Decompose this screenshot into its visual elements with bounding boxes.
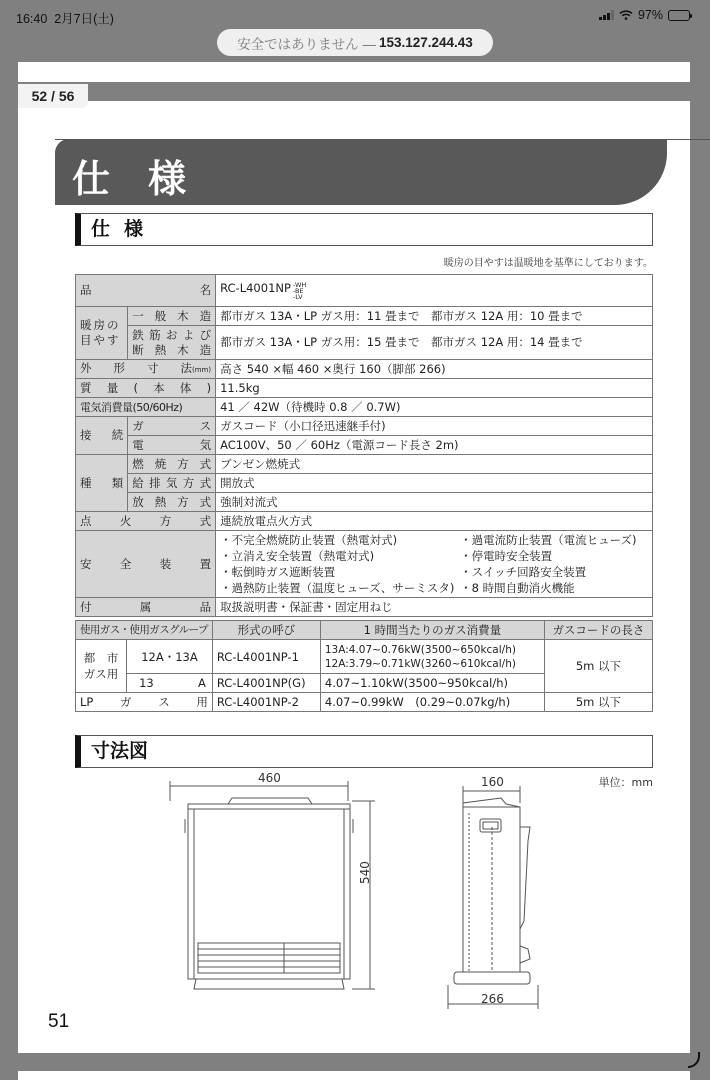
power-label: 電気消費量(50/60Hz) — [76, 398, 216, 417]
side-depth-label: 160 — [481, 775, 504, 789]
accessories-label: 付属品 — [76, 598, 216, 617]
safety-item: ・転倒時ガス遮断装置 — [220, 565, 336, 579]
safety-label: 安全装置 — [76, 531, 216, 598]
section-heading-dimensions: 寸法図 — [75, 735, 653, 768]
page-number: 51 — [48, 1011, 70, 1032]
signal-icon — [599, 10, 614, 20]
safety-item: ・立消え安全装置（熱電対式) — [220, 549, 375, 563]
type-row-label: 放熱方式 — [128, 493, 216, 512]
header-gas-group: 使用ガス・使用ガスグループ — [76, 621, 213, 640]
power-value: 41 ／ 42W（待機時 0.8 ／ 0.7W) — [216, 398, 653, 417]
heating-row-label: 一般木造 — [128, 307, 216, 326]
chapter-title: 仕様 — [72, 157, 225, 201]
section-heading-spec: 仕様 — [75, 213, 653, 246]
consumption-value: 4.07~0.99kW (0.29~0.07kg/h) — [320, 693, 544, 712]
safety-item: ・8 時間自動消火機能 — [460, 581, 575, 595]
product-name-label: 品名 — [76, 275, 216, 307]
heating-row-value: 都市ガス 13A・LP ガス用：15 畳まで 都市ガス 12A 用：14 畳まで — [216, 326, 653, 360]
ignition-label: 点火方式 — [76, 512, 216, 531]
weight-value: 11.5kg — [216, 379, 653, 398]
dimensions-label: 外形寸法(mm) — [76, 360, 216, 379]
safety-item: ・不完全燃焼防止装置（熱電対式) — [220, 533, 398, 547]
dimensions-value: 高さ 540 ×幅 460 ×奥行 160（脚部 266) — [216, 360, 653, 379]
type-row-label: 給排気方式 — [128, 474, 216, 493]
height-label: 540 — [358, 861, 372, 884]
base-depth-label: 266 — [481, 992, 504, 1006]
type-row-value: 開放式 — [216, 474, 653, 493]
safety-item: ・過電流防止装置（電流ヒューズ) — [460, 533, 637, 547]
front-width-label: 460 — [258, 771, 281, 785]
city-gas-label: 都 市 ガス用 — [76, 640, 127, 693]
type-row-label: 燃焼方式 — [128, 455, 216, 474]
accessories-value: 取扱説明書・保証書・固定用ねじ — [216, 598, 653, 617]
model-name: RC-L4001NP(G) — [212, 674, 320, 693]
type-label: 種類 — [76, 455, 128, 512]
safety-item: ・停電時安全装置 — [460, 549, 553, 563]
page-indicator: 52 / 56 — [18, 84, 88, 108]
heating-row-value: 都市ガス 13A・LP ガス用：11 畳まで 都市ガス 12A 用：10 畳まで — [216, 307, 653, 326]
cord-length: 5m 以下 — [544, 693, 652, 712]
model-name: RC-L4001NP-2 — [212, 693, 320, 712]
status-right — [599, 8, 690, 22]
consumption-value: 13A:4.07~0.76kW(3500~650kcal/h) 12A:3.79~0.71kW(3260~610kcal/h) — [320, 640, 544, 674]
weight-label: 質量(本体) — [76, 379, 216, 398]
heating-row-label: 鉄筋および 断熱木造 — [128, 326, 216, 360]
heating-note: 暖房の目やすは温暖地を基準にしております。 — [443, 258, 653, 269]
connection-row-label: ガス — [128, 417, 216, 436]
type-row-value: ブンゼン燃焼式 — [216, 455, 653, 474]
header-model: 形式の呼び — [212, 621, 320, 640]
next-page — [18, 1071, 690, 1080]
heating-label: 暖房の目やす — [76, 307, 128, 360]
url-bar[interactable] — [217, 29, 493, 56]
header-consumption: 1 時間当たりのガス消費量 — [320, 621, 544, 640]
security-warning: 安全ではありません — — [237, 36, 376, 52]
connection-row-label: 電気 — [128, 436, 216, 455]
cord-length: 5m 以下 — [544, 640, 652, 693]
battery-percent: 97% — [637, 8, 663, 22]
url-host: 153.127.244.43 — [378, 35, 473, 50]
safety-item: ・スイッチ回路安全装置 — [460, 565, 587, 579]
connection-label: 接続 — [76, 417, 128, 455]
connection-row-value: ガスコード（小口径迅速継手付) — [216, 417, 653, 436]
type-row-value: 強制対流式 — [216, 493, 653, 512]
gas-group: 13 A — [127, 674, 213, 693]
ignition-value: 連続放電点火方式 — [216, 512, 653, 531]
consumption-value: 4.07~1.10kW(3500~950kcal/h) — [320, 674, 544, 693]
previous-page — [18, 62, 690, 82]
header-cord-length: ガスコードの長さ — [544, 621, 652, 640]
connection-row-value: AC100V、50 ／ 60Hz（電源コード長さ 2m) — [216, 436, 653, 455]
document-page[interactable] — [18, 101, 690, 1053]
safety-item: ・過熱防止装置（温度ヒューズ、サーミスタ) — [220, 581, 455, 595]
product-name-value: RC-L4001NP -WH -BE -LV — [216, 275, 653, 307]
gas-group: LPガス用 — [76, 693, 213, 712]
status-bar — [0, 0, 710, 30]
dimension-diagram — [18, 101, 690, 1053]
product-variants: -WH -BE -LV — [292, 281, 307, 301]
model-name: RC-L4001NP-1 — [212, 640, 320, 674]
status-time: 16:40 2月7日(土) — [16, 12, 114, 26]
gas-group: 12A・13A — [127, 640, 213, 674]
wifi-icon — [619, 10, 633, 20]
battery-icon — [668, 10, 690, 21]
unit-label: 単位：mm — [598, 776, 653, 789]
page-curl-icon — [688, 1052, 700, 1068]
